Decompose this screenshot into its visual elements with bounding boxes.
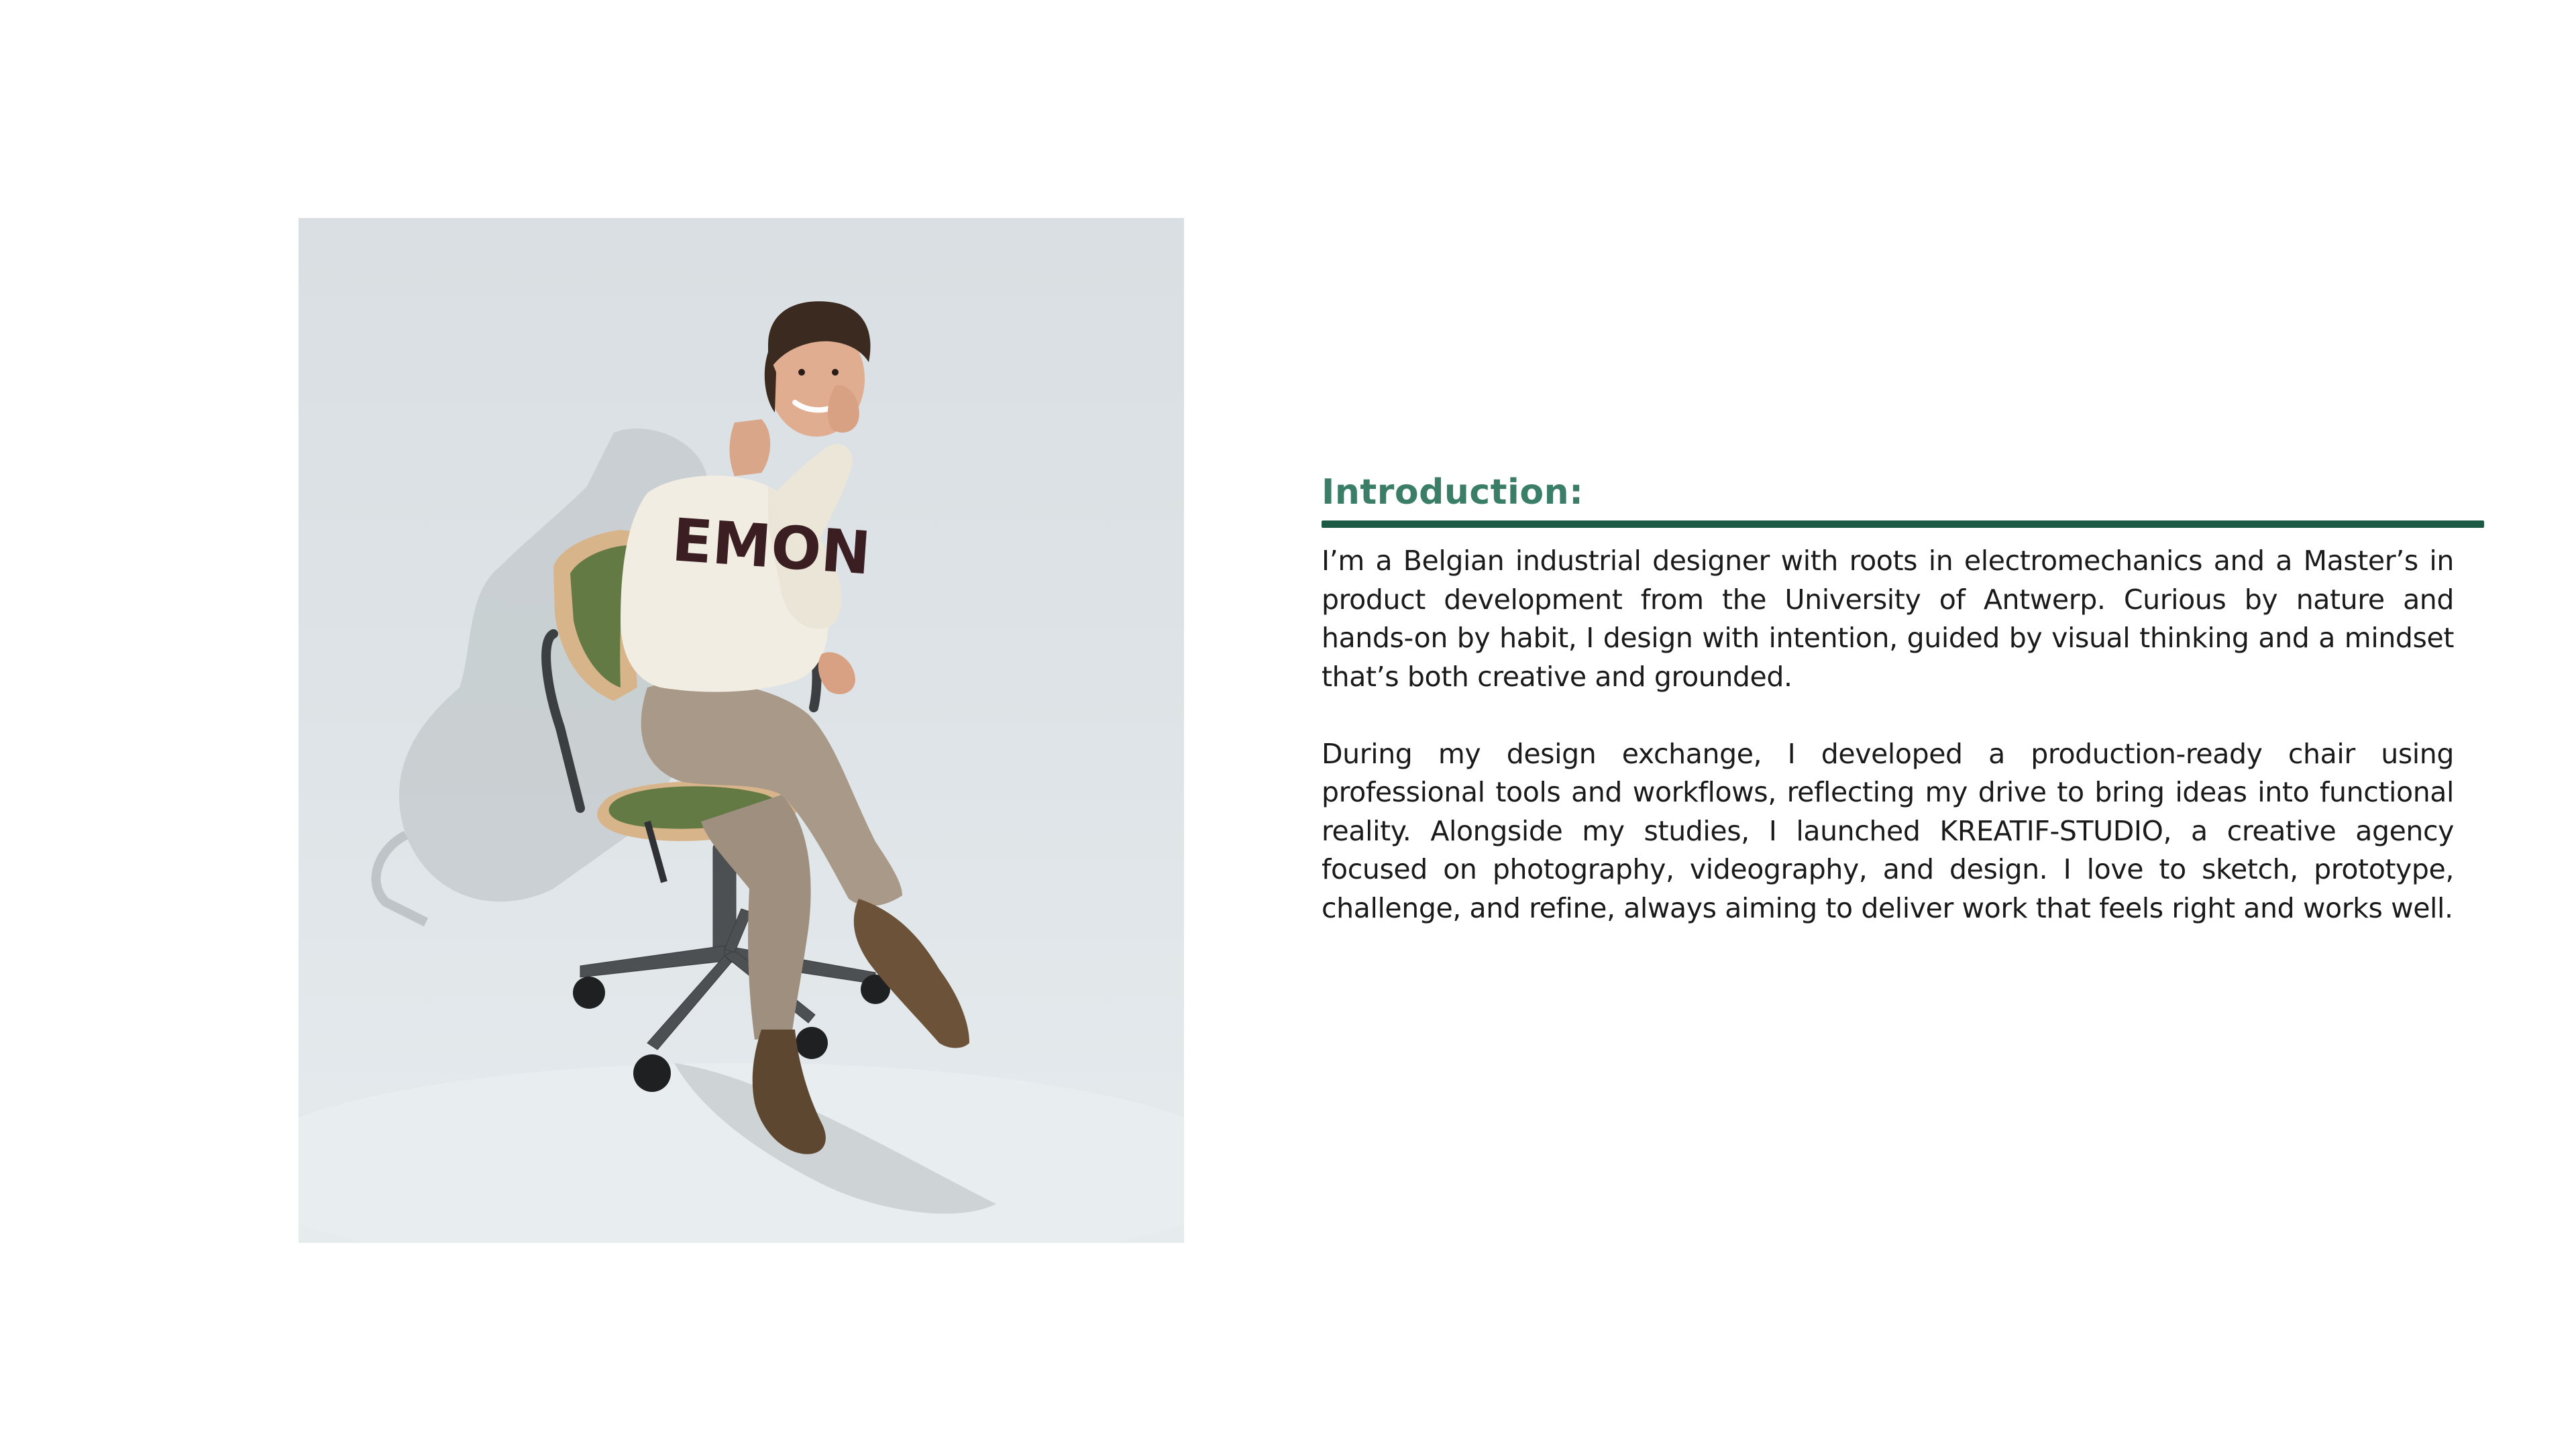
introduction-heading: Introduction: — [1322, 472, 1584, 512]
portrait-illustration — [299, 218, 1184, 1243]
chair-base — [580, 842, 875, 1050]
intro-paragraph-2: During my design exchange, I developed a production-ready chair using professional tools and workflows, reflecting my drive to bring ideas into functional reality. Alongside my studies, I launched KREATIF-STUDIO, a creative agency focused on photography, videography, and design. I love to sketch, prototype, challenge, and refine, always aiming to deliver work that feels right and works well. — [1322, 737, 2454, 924]
heading-divider — [1322, 520, 2484, 528]
sweater-lettering: EMON — [669, 505, 873, 588]
introduction-body — [1322, 542, 2454, 967]
intro-paragraph-1: I’m a Belgian industrial designer with roots in electromechanics and a Master’s in product development from the University of Antwerp. Curious by nature and hands-on by habit, I design with intention, guided by visual thinking and a mindset that’s both creative and grounded. — [1322, 545, 2454, 693]
portrait-photo — [299, 218, 1184, 1243]
